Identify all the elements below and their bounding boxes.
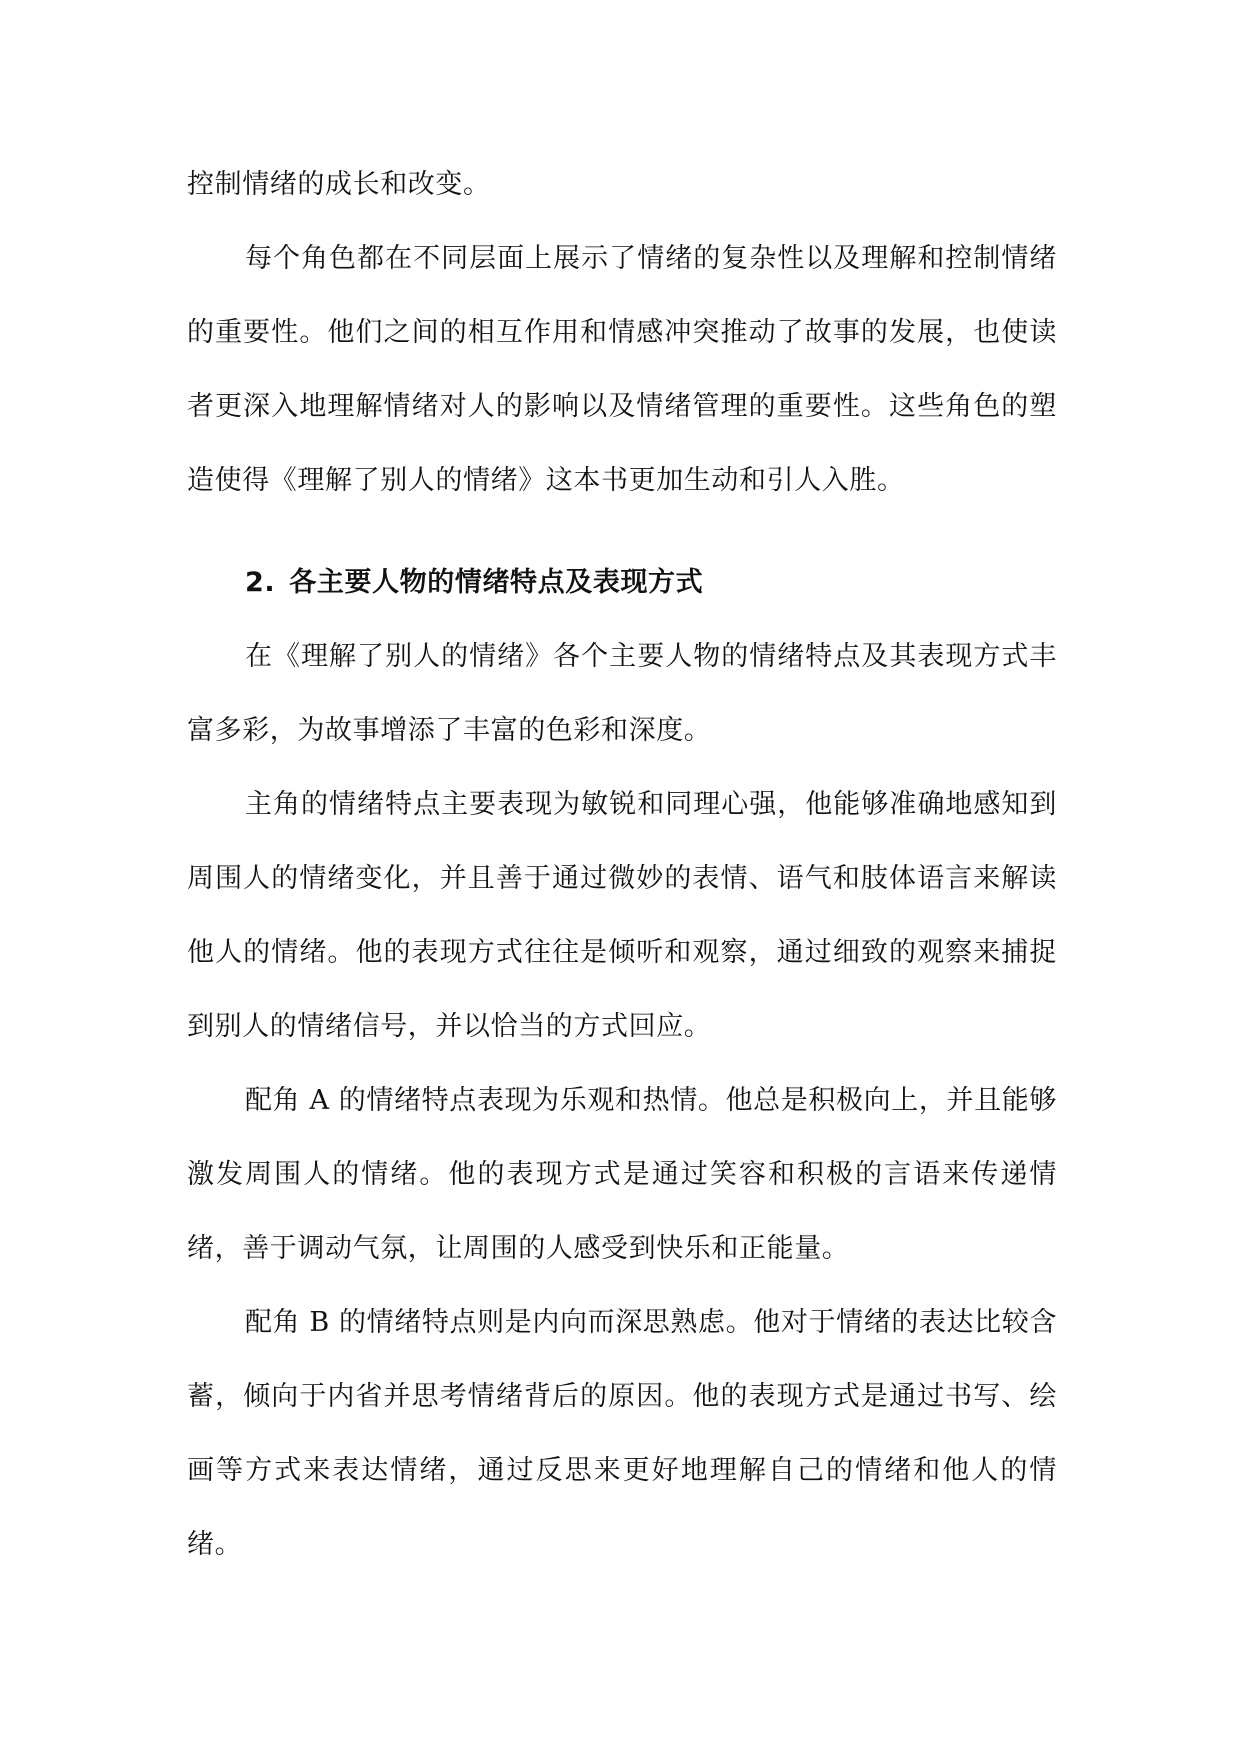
paragraph-continuation: 控制情绪的成长和改变。 — [187, 169, 491, 200]
paragraph-protagonist: 主角的情绪特点主要表现为敏锐和同理心强，他能够准确地感知到周围人的情绪变化，并且善于通过微妙的表情、语气和肢体语言来解读他人的情绪。他的表现方式往往是倾听和观察，通过细致的观察来捕捉到别人的情绪信号，并以恰当的方式回应。 — [187, 789, 1057, 1042]
paragraph-supporting-b: 配角 B 的情绪特点则是内向而深思熟虑。他对于情绪的表达比较含蓄，倾向于内省并思考情绪背后的原因。他的表现方式是通过书写、绘画等方式来表达情绪，通过反思来更好地理解自己的情绪和他人的情绪。 — [187, 1307, 1057, 1560]
section-number: 2. — [245, 567, 276, 598]
document-page — [187, 148, 1057, 1582]
paragraph-character-summary: 每个角色都在不同层面上展示了情绪的复杂性以及理解和控制情绪的重要性。他们之间的相互作用和情感冲突推动了故事的发展，也使读者更深入地理解情绪对人的影响以及情绪管理的重要性。这些角色的塑造使得《理解了别人的情绪》这本书更加生动和引人入胜。 — [187, 243, 1057, 496]
paragraph-supporting-a: 配角 A 的情绪特点表现为乐观和热情。他总是积极向上，并且能够激发周围人的情绪。他的表现方式是通过笑容和积极的言语来传递情绪，善于调动气氛，让周围的人感受到快乐和正能量。 — [187, 1085, 1057, 1264]
paragraph-intro: 在《理解了别人的情绪》各个主要人物的情绪特点及其表现方式丰富多彩，为故事增添了丰富的色彩和深度。 — [187, 641, 1057, 746]
section-title: 各主要人物的情绪特点及表现方式 — [289, 567, 704, 598]
section-heading — [187, 546, 1057, 620]
